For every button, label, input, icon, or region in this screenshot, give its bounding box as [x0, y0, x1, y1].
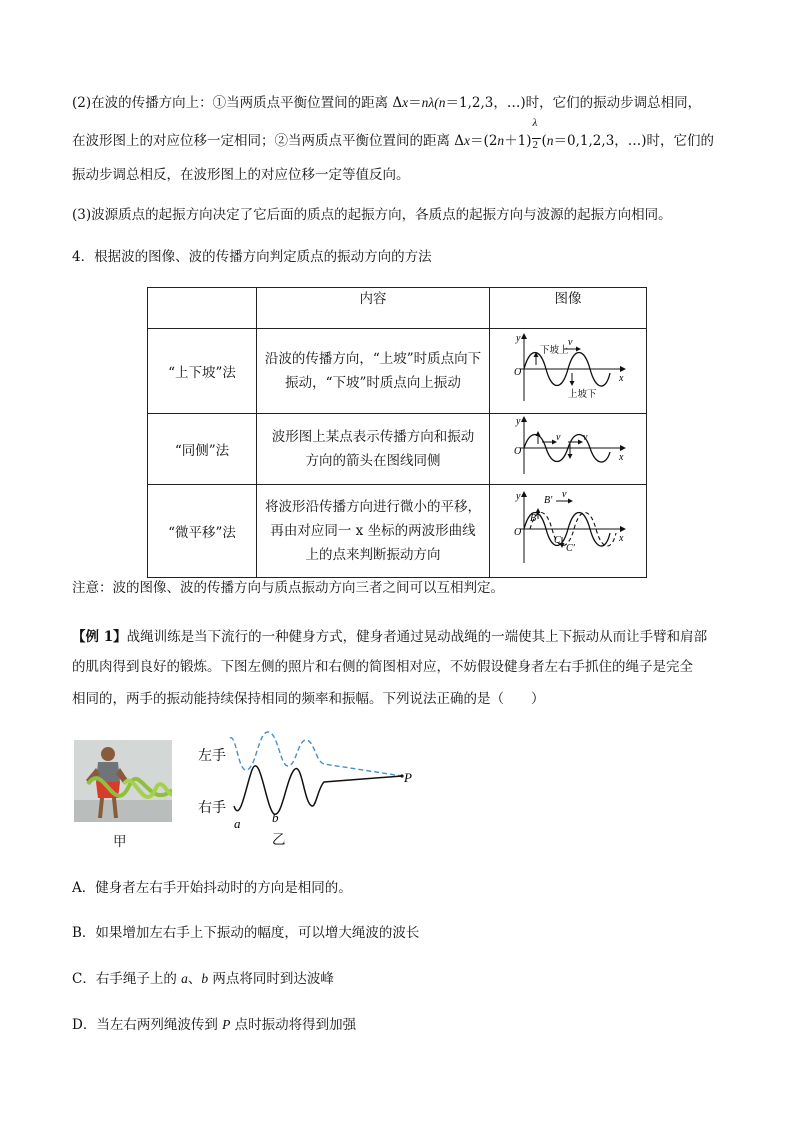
option-c[interactable]: C．右手绳子上的 a、b 两点将同时到达波峰 [72, 971, 334, 987]
example-line2: 的肌肉得到良好的锻炼。下图左侧的照片和右侧的简图相对应，不妨假设健身者左右手抓住的绳子是完全 [72, 659, 693, 675]
header-empty [148, 288, 257, 329]
fig3-v: v [562, 489, 567, 500]
example-label: 【例 1】 [72, 629, 127, 645]
caption-photo: 甲 [113, 834, 127, 850]
example-line3: 相同的，两手的振动能持续保持相同的频率和振幅。下列说法正确的是（ ） [72, 691, 545, 707]
caption-diagram: 乙 [272, 832, 286, 848]
para2-line1: (2)在波的传播方向上：①当两质点平衡位置间的距离 Δx＝nλ(n＝1,2,3，…)时，它们的振动步调总相同， [72, 95, 702, 111]
fig3-c: C [554, 535, 561, 546]
para2-line2: 在波形图上的对应位移一定相同；②当两质点平衡位置间的距离 Δx＝(2n＋1) $\frac{\lambda}{2}$ (n＝0,1,2,3，…)时，它们的 [72, 117, 715, 151]
method-figure [490, 485, 647, 578]
header-image: 图像 [490, 288, 647, 329]
point-a-label: a [234, 816, 241, 831]
fig1-v: v [568, 337, 573, 348]
fig1-downhill-up: 下坡上 [540, 345, 569, 356]
section4-title: 4．根据波的图像、波的传播方向判定质点的振动方向的方法 [72, 249, 432, 265]
rope-wave-diagram [190, 730, 430, 850]
para3: (3)波源质点的起振方向决定了它后面的质点的起振方向，各质点的起振方向与波源的起振方向相同。 [72, 207, 672, 223]
fig2-v2: v [583, 432, 588, 443]
fig3-c-prime: C' [566, 543, 575, 554]
table-row [148, 485, 647, 578]
table-row [148, 414, 647, 485]
note: 注意：波的图像、波的传播方向与质点振动方向三者之间可以互相判定。 [72, 580, 504, 596]
table-header-row [148, 288, 647, 329]
fig3-origin: O [514, 527, 522, 538]
example-line1: 【例 1】战绳训练是当下流行的一种健身方式，健身者通过晃动战绳的一端使其上下振动从而让手臂和肩部 [72, 629, 708, 645]
fig3-b-prime: B' [544, 495, 553, 506]
fig2-v1: v [556, 432, 561, 443]
right-hand-label: 右手 [198, 800, 226, 816]
fig3-x: x [619, 533, 624, 544]
method-figure [490, 414, 647, 485]
method-figure [490, 329, 647, 414]
micro-shift-wave-diagram [490, 485, 646, 573]
method-content: 沿波的传播方向，“上坡”时质点向下 振动，“下坡”时质点向上振动 [257, 329, 490, 414]
methods-table [147, 287, 647, 578]
same-side-wave-diagram [490, 414, 646, 480]
header-content: 内容 [257, 288, 490, 329]
method-name: “同侧”法 [148, 414, 257, 485]
option-b[interactable]: B．如果增加左右手上下振动的幅度，可以增大绳波的波长 [72, 925, 420, 941]
left-hand-label: 左手 [198, 748, 226, 764]
option-d[interactable]: D．当左右两列绳波传到 P 点时振动将得到加强 [72, 1017, 357, 1033]
option-a[interactable]: A．健身者左右手开始抖动时的方向是相同的。 [72, 880, 352, 896]
fig1-uphill-down: 上坡下 [568, 389, 597, 400]
method-name: “微平移”法 [148, 485, 257, 578]
battle-rope-photo [74, 740, 172, 822]
fig2-y: y [516, 416, 521, 427]
fig1-y: y [516, 333, 521, 344]
fig2-x: x [619, 452, 624, 463]
method-content: 将波形沿传播方向进行微小的平移， 再由对应同一 x 坐标的两波形曲线 上的点来判断振动方向 [257, 485, 490, 578]
lambda-over-2-fraction: $\frac{\lambda}{2}$ [532, 129, 542, 149]
para2-line3: 振动步调总相反，在波形图上的对应位移一定等值反向。 [72, 167, 410, 183]
fig3-b: B [530, 513, 537, 524]
fig1-origin: O [514, 367, 522, 378]
table-row [148, 329, 647, 414]
uphill-downhill-wave-diagram [490, 329, 646, 409]
point-b-label: b [272, 810, 279, 825]
fig3-y: y [516, 491, 521, 502]
method-name: “上下坡”法 [148, 329, 257, 414]
fig2-origin: O [514, 446, 522, 457]
fig1-x: x [619, 373, 624, 384]
point-p-label: P [404, 770, 412, 785]
method-content: 波形图上某点表示传播方向和振动 方向的箭头在图线同侧 [257, 414, 490, 485]
